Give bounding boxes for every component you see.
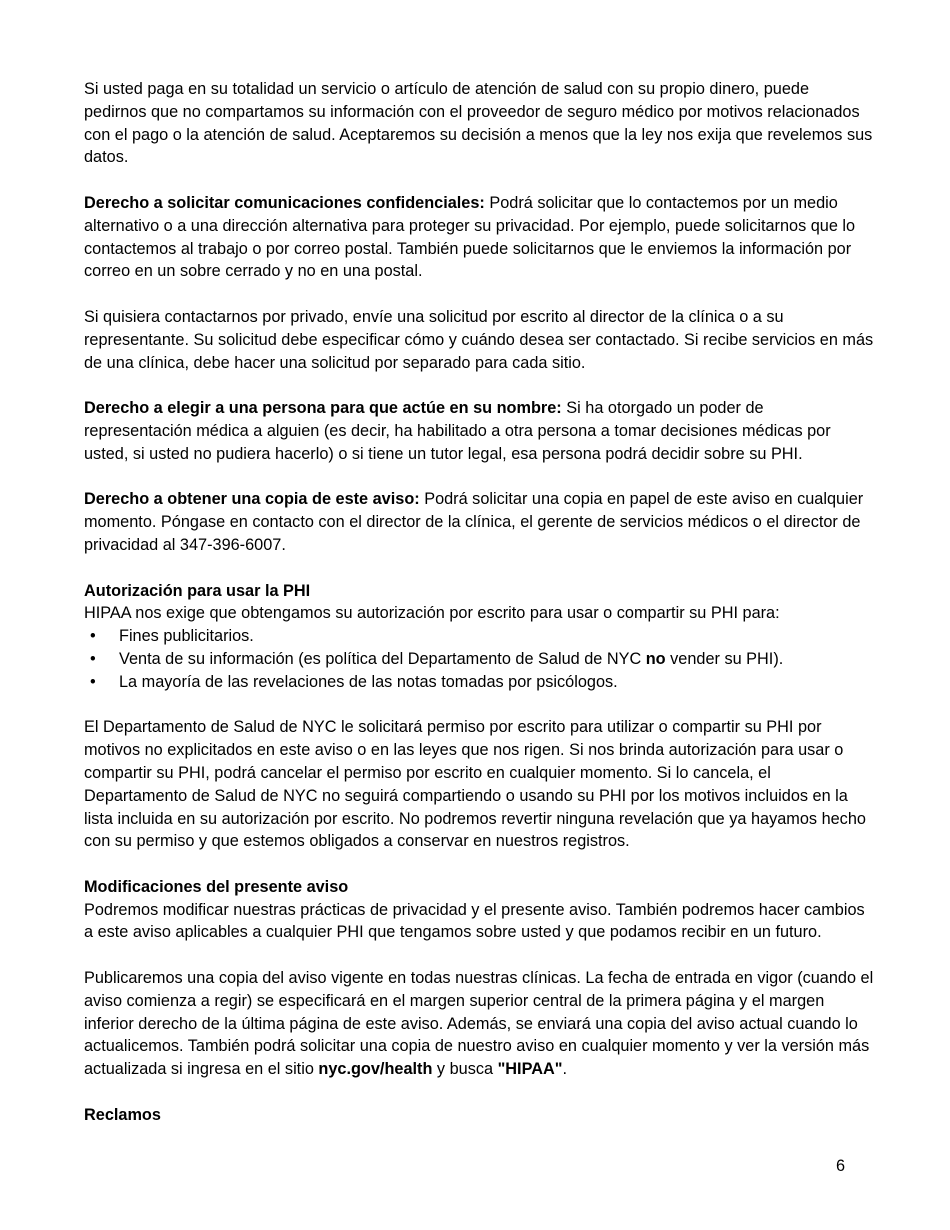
paragraph-notice-publication <box>84 967 874 1081</box>
section-heading-complaints: Reclamos <box>84 1105 161 1124</box>
paragraph-private-contact-request <box>84 306 874 374</box>
paragraph-copy-of-notice <box>84 488 874 556</box>
paragraph-text: Si ha otorgado un poder de representación médica a alguien (es decir, ha habilitado a otra persona a tomar decisiones médicas por usted, si usted no pudiera hacerlo) o si tiene un tutor legal, esa persona podrá decidir sobre su PHI. <box>84 399 831 463</box>
bullet-icon: • <box>90 672 96 691</box>
list-item-text: La mayoría de las revelaciones de las notas tomadas por psicólogos. <box>119 672 618 691</box>
section-modifications <box>84 876 874 1081</box>
paragraph-text: Podrá solicitar una copia en papel de este aviso en cualquier momento. Póngase en contacto con el director de la clínica, el gerente de servicios médicos o el director de privacidad al 347-396-6007. <box>84 490 864 554</box>
section-authorization <box>84 580 874 854</box>
section-complaints <box>84 1104 874 1127</box>
list-item-text: vender su PHI). <box>665 649 784 668</box>
paragraph-modifications <box>84 899 874 945</box>
authorization-list <box>84 625 874 693</box>
paragraph-personal-representative <box>84 397 874 465</box>
website-link[interactable]: nyc.gov/health <box>318 1060 433 1079</box>
section-label: Derecho a obtener una copia de este aviso: <box>84 490 420 509</box>
page-number: 6 <box>836 1157 846 1175</box>
paragraph-text: Podremos modificar nuestras prácticas de privacidad y el presente aviso. También podremos hacer cambios a este aviso aplicables a cualquier PHI que tengamos sobre usted y que podamos recibir en un futuro. <box>84 900 865 942</box>
bullet-icon: • <box>90 627 96 646</box>
list-item <box>84 625 874 648</box>
section-label: Derecho a elegir a una persona para que actúe en su nombre: <box>84 399 562 418</box>
list-item-text: Fines publicitarios. <box>119 627 254 646</box>
emphasis-text: no <box>645 649 666 668</box>
section-label: Derecho a solicitar comunicaciones confidenciales: <box>84 193 485 212</box>
search-term: "HIPAA" <box>497 1060 563 1079</box>
paragraph-text: . <box>562 1060 567 1079</box>
paragraph-text: Publicaremos una copia del aviso vigente en todas nuestras clínicas. La fecha de entrada en vigor (cuando el aviso comienza a regir) se especificará en el margen superior central de la primera página y el margen inferior derecho de la última página de este aviso. Además, se enviará una copia del aviso actual cuando lo actualicemos. También podrá solicitar una copia de nuestro aviso en cualquier momento y ver la versión más actualizada si ingresa en el sitio <box>84 969 874 1079</box>
paragraph-text: Si usted paga en su totalidad un servicio o artículo de atención de salud con su propio dinero, puede pedirnos que no compartamos su información con el proveedor de seguro médico por motivos relacionados con el pago o la atención de salud. Aceptaremos su decisión a menos que la ley nos exija que revelemos sus datos. <box>84 80 873 167</box>
paragraph-text: El Departamento de Salud de NYC le solicitará permiso por escrito para utilizar o compartir su PHI por motivos no explicitados en este aviso o en las leyes que nos rigen. Si nos brinda autorización para usar o compartir su PHI, podrá cancelar el permiso por escrito en cualquier momento. Si lo cancela, el Departamento de Salud de NYC no seguirá compartiendo o usando su PHI por los motivos incluidos en la lista incluida en su autorización por escrito. No podremos revertir ninguna revelación que ya hayamos hecho con su permiso y que estemos obligados a conservar en nuestros registros. <box>84 718 866 851</box>
paragraph-authorization-closing <box>84 716 874 853</box>
paragraph-confidential-communications <box>84 192 874 283</box>
authorization-intro: HIPAA nos exige que obtengamos su autorización por escrito para usar o compartir su PHI para: <box>84 604 780 623</box>
section-heading-modifications: Modificaciones del presente aviso <box>84 877 349 896</box>
paragraph-text: y busca <box>432 1060 498 1079</box>
list-item <box>84 648 874 671</box>
bullet-icon: • <box>90 649 96 668</box>
document-page <box>84 78 874 1127</box>
section-heading-authorization: Autorización para usar la PHI <box>84 581 311 600</box>
list-item-text: Venta de su información (es política del Departamento de Salud de NYC <box>119 649 646 668</box>
paragraph-text: Si quisiera contactarnos por privado, envíe una solicitud por escrito al director de la clínica o a su representante. Su solicitud debe especificar cómo y cuándo desea ser contactado. Si recibe servicios en más de una clínica, debe hacer una solicitud por separado para cada sitio. <box>84 307 874 372</box>
list-item <box>84 671 874 694</box>
paragraph-payment-restriction <box>84 78 874 169</box>
paragraph-text: Podrá solicitar que lo contactemos por un medio alternativo o a una dirección alternativa para proteger su privacidad. Por ejemplo, puede solicitarnos que lo contactemos al trabajo o por correo postal. También puede solicitarnos que le enviemos la información por correo en un sobre cerrado y no en una postal. <box>84 193 856 281</box>
